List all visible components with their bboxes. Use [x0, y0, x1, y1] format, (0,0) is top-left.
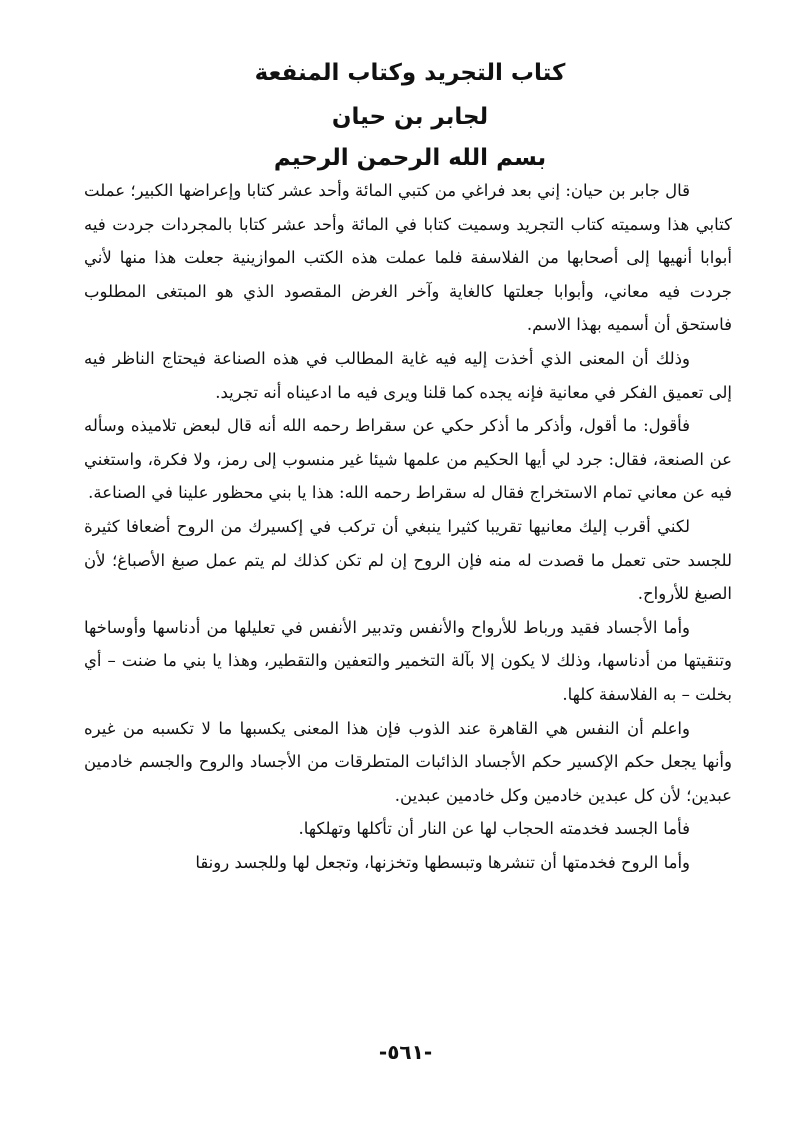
paragraph: فأقول: ما أقول، وأذكر ما أذكر حكي عن سقراط رحمه الله أنه قال لبعض تلاميذه وسأله عن الصنعة، فقال: جرد لي أيها الحكيم من علمها شيئا غير منسوب إلى رمز، ولا فكرة، واستغني فيه عن معاني تمام الاستخراج فقال له سقراط رحمه الله: هذا يا بني محظور علينا في الصناعة. — [84, 416, 732, 503]
basmala-heading: بسم الله الرحمن الرحيم — [273, 145, 547, 171]
paragraph: قال جابر بن حيان: إني بعد فراغي من كتبي المائة وأحد عشر كتابا وإعراضها الكبير؛ عملت كتابي هذا وسميته كتاب التجريد وسميت كتابا في المائة وأحد عشر كتابا بالمجردات جردت فيه أبوابا أنهيها إلى أصحابها من الفلاسفة فلما عملت هذه الكتب الموازينية جعلت هذا منها لأني جردت فيه معاني، وأبوابا جعلتها كالغاية وآخر الغرض المقصود الذي هو المبتغى المطلوب فاستحق أن أسميه بهذا الاسم. — [84, 181, 732, 335]
book-title: كتاب التجريد وكتاب المنفعة — [254, 60, 566, 86]
paragraph: وأما الأجساد فقيد ورباط للأرواح والأنفس وتدبير الأنفس في تعليلها من أدناسها وأوساخها وتنقيتها من أدناسها، وذلك لا يكون إلا بآلة التخمير والتعفين والتقطير، وهذا يا بني ما ضنت – أي بخلت – به الفلاسفة كلها. — [84, 617, 732, 704]
paragraph: وذلك أن المعنى الذي أخذت إليه فيه غاية المطالب في هذه الصناعة فيحتاج الناظر فيه إلى تعميق الفكر في معانية فإنه يجده كما قلنا ويرى فيه ما ادعيناه أنه تجريد. — [84, 348, 732, 402]
paragraph: وأما الروح فخدمتها أن تنشرها وتبسطها وتخزنها، وتجعل لها وللجسد رونقا — [195, 852, 690, 872]
author-heading: لجابر بن حيان — [331, 104, 489, 130]
paragraph: فأما الجسد فخدمته الحجاب لها عن النار أن تأكلها وتهلكها. — [298, 819, 690, 839]
paragraph: لكني أقرب إليك معانيها تقريبا كثيرا ينبغي أن تركب في إكسيرك من الروح أضعافا كثيرة للجسد حتى تعمل ما قصدت له منه فإن الروح إن لم تكن كذلك لم يتم عمل صبغ الأصباغ؛ لأن الصبغ للأرواح. — [84, 516, 732, 604]
body-text — [84, 174, 732, 879]
page-number: -٥٦١- — [378, 1040, 433, 1064]
paragraph: واعلم أن النفس هي القاهرة عند الذوب فإن هذا المعنى يكسبها ما لا تكسبه من غيره وأنها يجعل حكم الإكسير حكم الأجساد الذائبات المتطرقات من الأجساد والروح والجسم خادمين عبدين؛ لأن كل عبدين خادمين وكل خادمين عبدين. — [84, 718, 732, 805]
